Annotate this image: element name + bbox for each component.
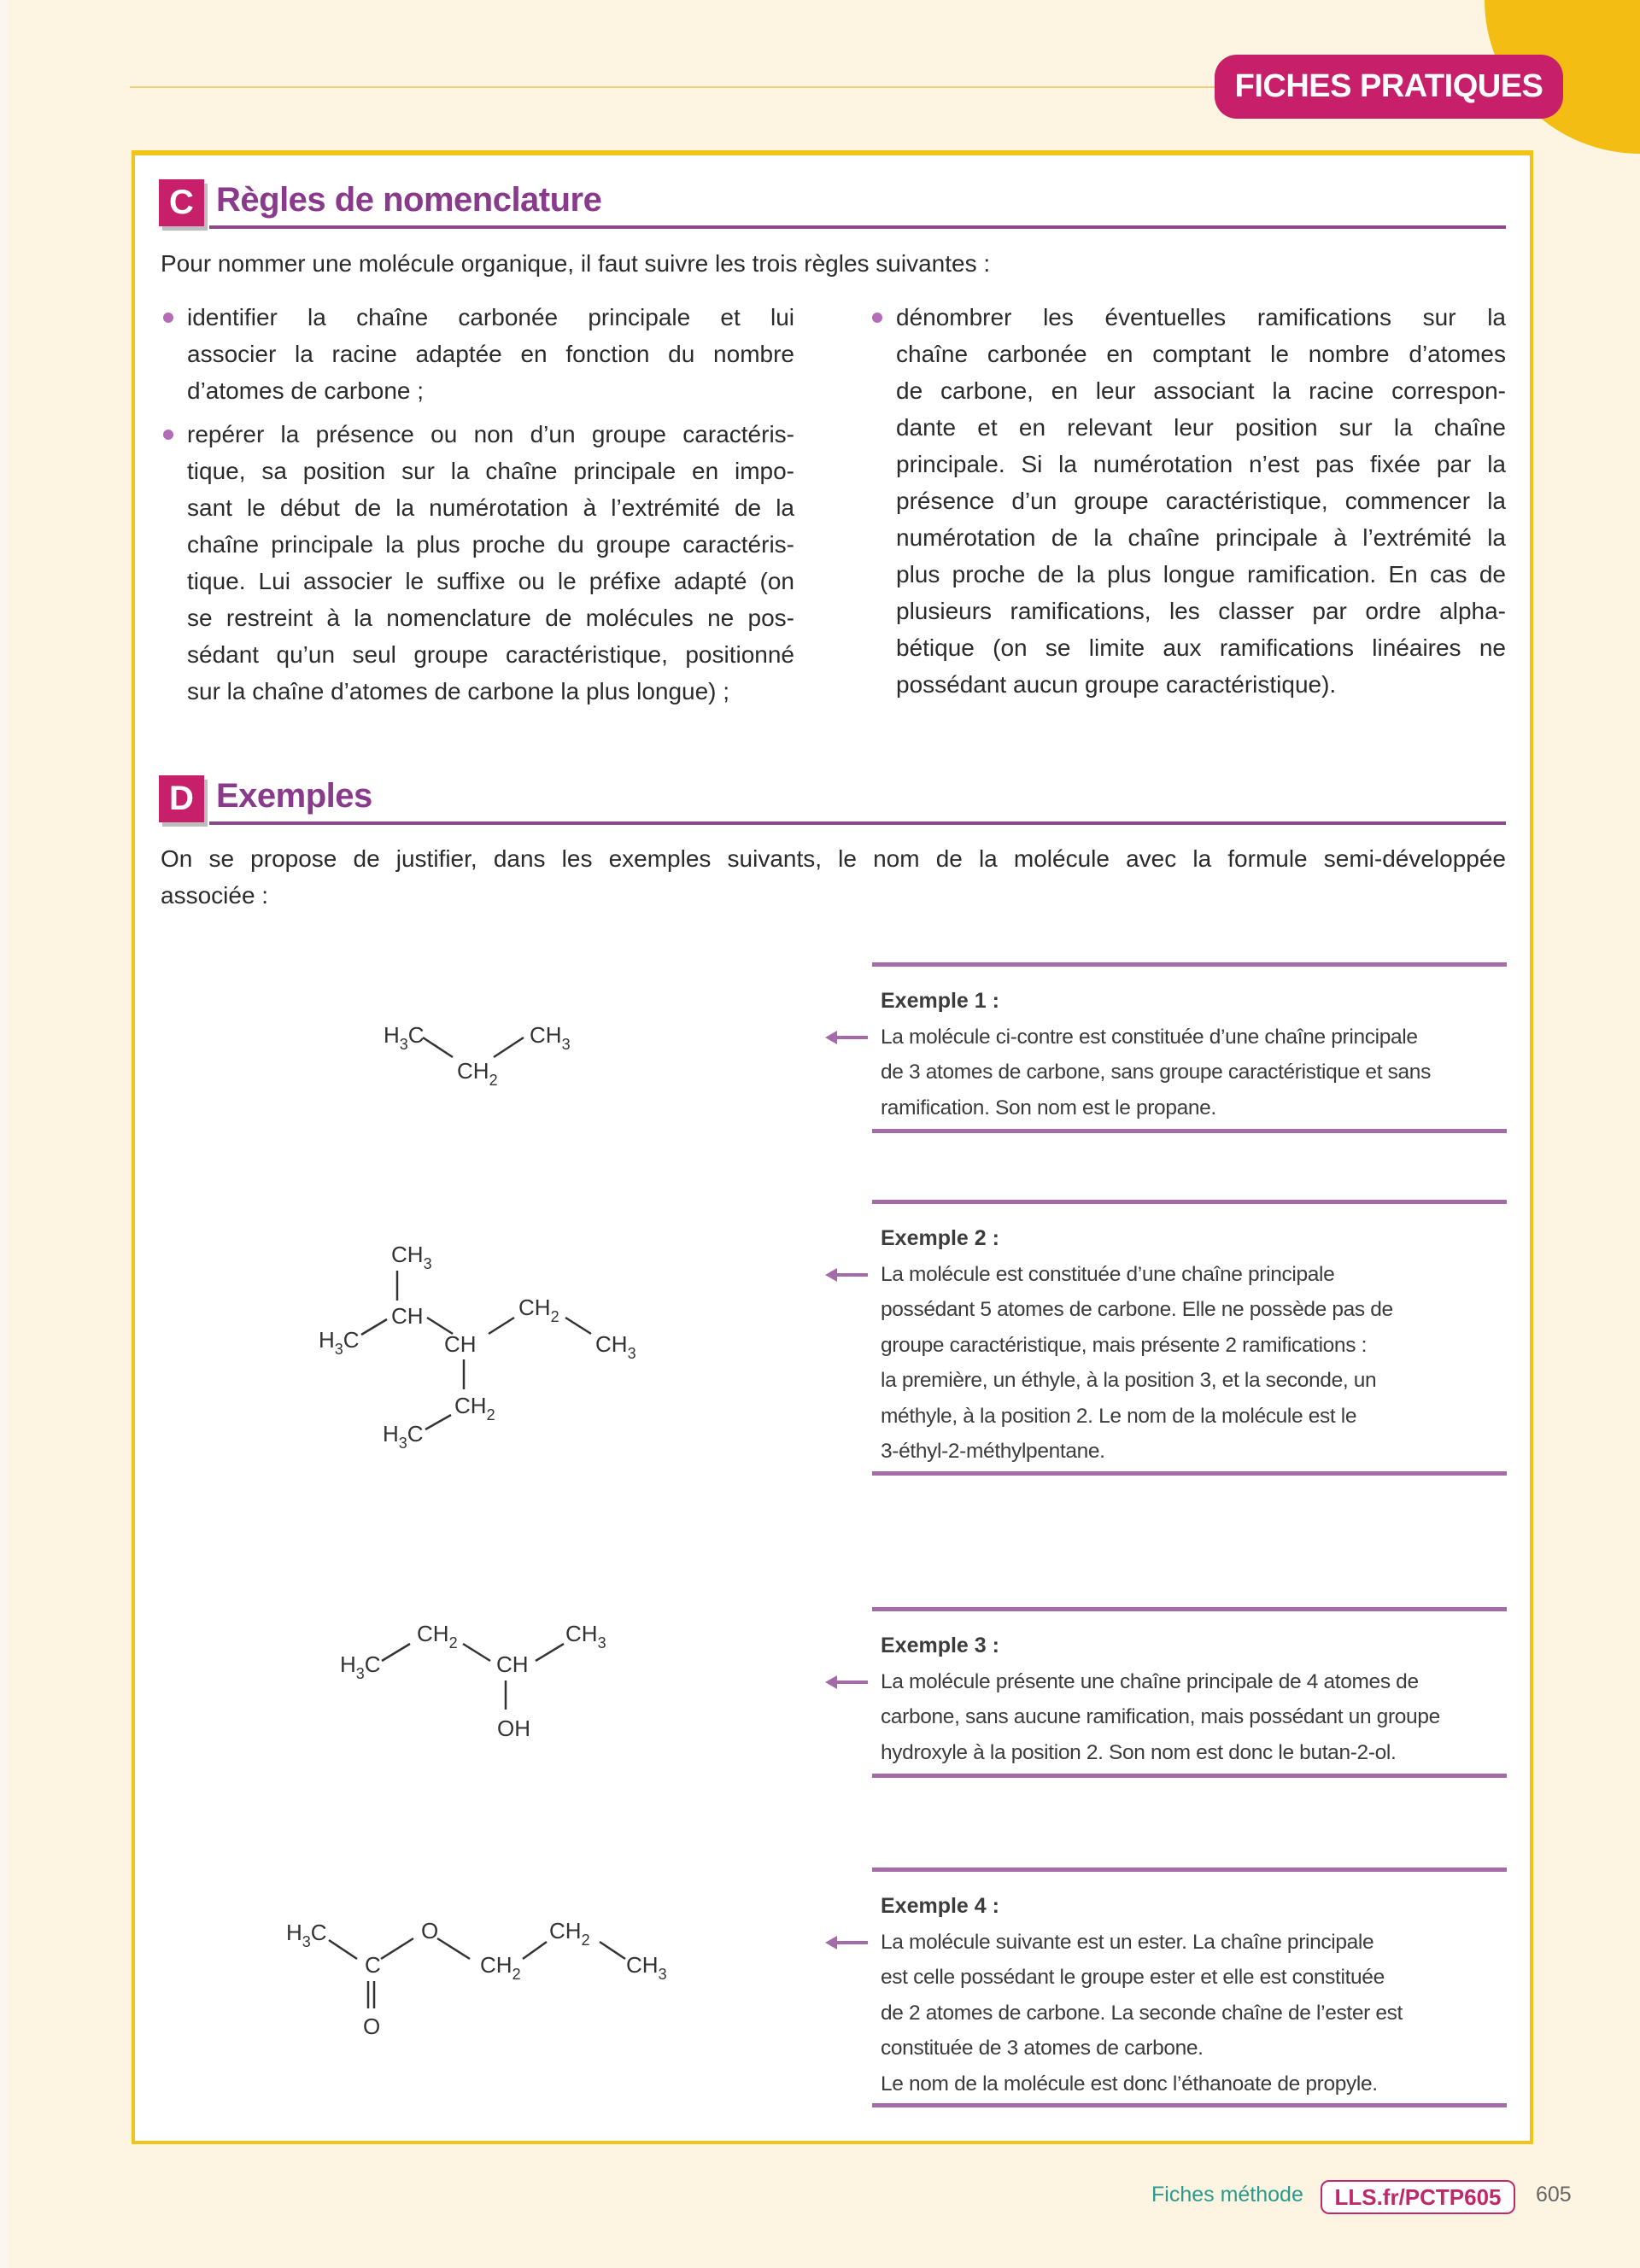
- atom-label: $CH_2$: [417, 1621, 458, 1651]
- example-text-line: de 3 atomes de carbone, sans groupe caractéristique et sans: [881, 1061, 1431, 1084]
- intro-line: On se propose de justifier, dans les exemples suivants, le nom de la molécule avec la formule semi-développée: [161, 845, 1506, 872]
- footer-link[interactable]: LLS.fr/PCTP605: [1321, 2180, 1515, 2214]
- rule-line: chaîne principale la plus proche du groupe caractéris-: [187, 531, 794, 558]
- example-text-line: La molécule présente une chaîne principale de 4 atomes de: [881, 1669, 1419, 1693]
- page-number: 605: [1536, 2183, 1572, 2207]
- atom-label: $H_3C$: [286, 1920, 327, 1950]
- rule-bullet: [870, 299, 1506, 703]
- example-text-line: méthyle, à la position 2. Le nom de la molécule est le: [881, 1404, 1357, 1428]
- atom-label: CH: [496, 1651, 529, 1677]
- example-text-line: La molécule suivante est un ester. La chaîne principale: [881, 1930, 1374, 1954]
- rule-line: de carbone, en leur associant la racine correspon-: [896, 377, 1506, 404]
- atom-label: $CH_2$: [454, 1393, 495, 1423]
- atom-label: $CH_3$: [565, 1621, 606, 1651]
- atom-label: $H_3C$: [340, 1651, 381, 1682]
- atom-label: $CH_3$: [626, 1952, 667, 1983]
- section-c-title: Règles de nomenclature: [216, 181, 602, 219]
- example-4-box: [872, 1868, 1507, 2107]
- rule-line: identifier la chaîne carbonée principale et lui: [187, 304, 794, 330]
- example-title: Exemple 1 :: [881, 989, 999, 1013]
- rule-line: tique. Lui associer le suffixe ou le préfixe adapté (on: [187, 568, 794, 594]
- example-text-line: La molécule ci-contre est constituée d’une chaîne principale: [881, 1025, 1418, 1049]
- section-d-letter: D: [159, 775, 204, 822]
- atom-label: $H_3C$: [384, 1022, 425, 1053]
- atom-label: OH: [497, 1716, 530, 1741]
- atom-label: $CH_2$: [457, 1058, 498, 1089]
- rule-line: dénombrer les éventuelles ramifications sur la: [896, 304, 1506, 330]
- example-text-line: Le nom de la molécule est donc l’éthanoate de propyle.: [881, 2072, 1378, 2096]
- example-title: Exemple 3 :: [881, 1634, 999, 1657]
- example-text-line: constituée de 3 atomes de carbone.: [881, 2037, 1204, 2060]
- rule-line: chaîne carbonée en comptant le nombre d’atomes: [896, 341, 1506, 367]
- section-badge: FICHES PRATIQUES: [1215, 55, 1563, 119]
- rule-line: sant le début de la numérotation à l’extrémité de la: [187, 494, 794, 521]
- example-1-box: [872, 962, 1507, 1133]
- section-d-title: Exemples: [216, 777, 372, 815]
- rules-right-column: [870, 299, 1506, 710]
- atom-label: CH: [391, 1303, 424, 1329]
- rule-line: tique, sa position sur la chaîne principale en impo-: [187, 458, 794, 484]
- atom-label: $CH_2$: [480, 1952, 521, 1983]
- bullet-dot-icon: [872, 313, 882, 323]
- example-text-line: la première, un éthyle, à la position 3, et la seconde, un: [881, 1369, 1377, 1392]
- molecule-propane: [384, 1022, 571, 1089]
- rule-line: possédant aucun groupe caractéristique).: [896, 671, 1337, 698]
- example-text-line: est celle possédant le groupe ester et elle est constituée: [881, 1966, 1385, 1989]
- molecule-butan-2-ol: [340, 1621, 606, 1741]
- atom-label: $H_3C$: [319, 1327, 360, 1358]
- atom-label: $CH_2$: [518, 1295, 559, 1325]
- rule-line: se restreint à la nomenclature de molécules ne pos-: [187, 605, 794, 631]
- molecule-propyl-ethanoate: [286, 1918, 667, 2039]
- rule-line: associer la racine adaptée en fonction du nombre: [187, 341, 794, 367]
- section-c-letter: C: [159, 179, 204, 226]
- atom-label: O: [421, 1918, 439, 1944]
- rule-line: présence d’un groupe caractéristique, commencer la: [896, 488, 1506, 514]
- atom-label: $CH_2$: [549, 1918, 590, 1949]
- rule-line: sédant qu’un seul groupe caractéristique, positionné: [187, 641, 794, 668]
- example-3-box: [872, 1607, 1507, 1778]
- example-text-line: de 2 atomes de carbone. La seconde chaîne de l’ester est: [881, 2001, 1403, 2025]
- atom-label: $CH_3$: [595, 1331, 636, 1362]
- molecule-3-ethyl-2-methylpentane: [319, 1242, 636, 1452]
- example-text-line: hydroxyle à la position 2. Son nom est donc le butan-2-ol.: [881, 1740, 1397, 1764]
- rule-line: d’atomes de carbone ;: [187, 377, 425, 404]
- example-title: Exemple 2 :: [881, 1226, 999, 1250]
- atom-label: $CH_3$: [391, 1242, 432, 1272]
- atom-label: O: [363, 2014, 381, 2039]
- example-text-line: groupe caractéristique, mais présente 2 ramifications :: [881, 1333, 1368, 1357]
- example-text-line: 3-éthyl-2-méthylpentane.: [881, 1440, 1105, 1463]
- atom-label: C: [365, 1952, 381, 1978]
- rule-line: plusieurs ramifications, les classer par ordre alpha-: [896, 598, 1506, 624]
- example-text-line: carbone, sans aucune ramification, mais possédant un groupe: [881, 1705, 1440, 1728]
- atom-label: CH: [444, 1331, 477, 1357]
- example-text-line: possédant 5 atomes de carbone. Elle ne possède pas de: [881, 1298, 1393, 1321]
- atom-label: $CH_3$: [530, 1022, 571, 1053]
- intro-line: associée :: [161, 882, 269, 909]
- section-c-intro: Pour nommer une molécule organique, il faut suivre les trois règles suivantes :: [161, 250, 991, 277]
- rule-line: sur la chaîne d’atomes de carbone la plus longue) ;: [187, 678, 730, 704]
- footer-section-label: Fiches méthode: [1151, 2183, 1303, 2207]
- rule-line: plus proche de la plus longue ramification. En cas de: [896, 561, 1506, 587]
- example-text-line: ramification. Son nom est le propane.: [881, 1096, 1216, 1119]
- example-text-line: La molécule est constituée d’une chaîne principale: [881, 1262, 1335, 1286]
- atom-label: $H_3C$: [383, 1421, 424, 1452]
- rule-line: principale. Si la numérotation n’est pas fixée par la: [896, 451, 1506, 477]
- rule-line: dante et en relevant leur position sur la chaîne: [896, 414, 1506, 441]
- rule-line: numérotation de la chaîne principale à l’extrémité la: [896, 524, 1506, 551]
- rule-line: repérer la présence ou non d’un groupe caractéris-: [187, 421, 794, 447]
- rule-line: bétique (on se limite aux ramifications linéaires ne: [896, 634, 1506, 661]
- example-2-box: [872, 1200, 1507, 1476]
- example-title: Exemple 4 :: [881, 1894, 999, 1918]
